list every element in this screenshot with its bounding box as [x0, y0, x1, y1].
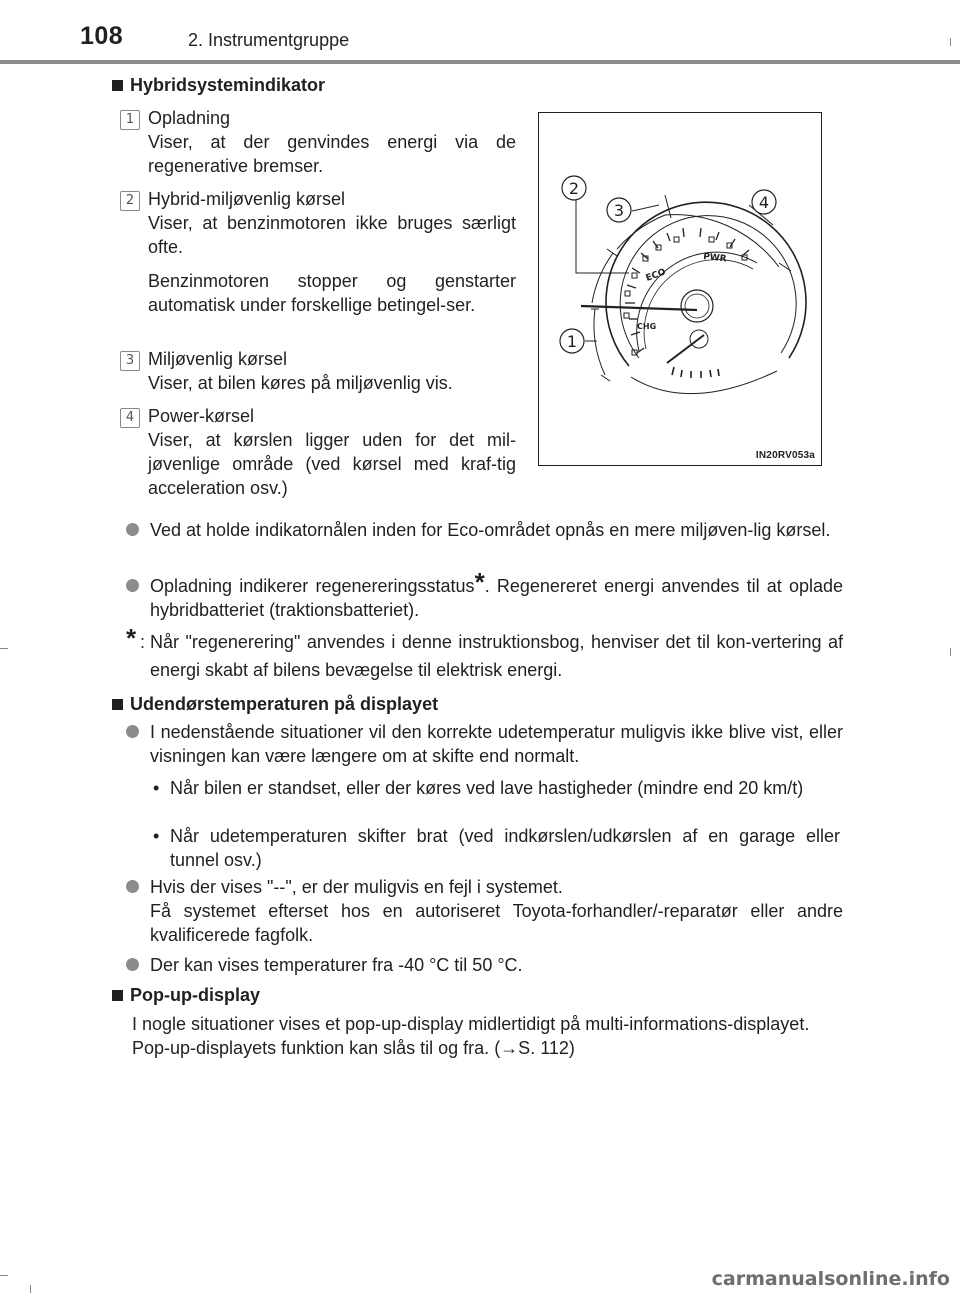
popup-paragraph [132, 1012, 843, 1060]
sub-bullet-icon: • [153, 778, 160, 798]
section-heading-text: Pop-up-display [130, 985, 260, 1005]
chg-label: CHG [637, 322, 657, 331]
item-title: Miljøvenlig kørsel [148, 349, 288, 369]
watermark: carmanualsonline.info [711, 1268, 950, 1290]
crop-mark [950, 38, 951, 46]
item-title: Opladning [148, 108, 231, 128]
gauge-illustration [539, 113, 821, 465]
callout-4: 4 [758, 193, 770, 212]
item-number-badge: 3 [120, 351, 140, 371]
bullet-text-cont: Få systemet efterset hos en autoriseret Toyota-forhandler/-reparatør eller andre kvalificerede fagfolk. [150, 901, 843, 945]
crop-mark [30, 1285, 31, 1293]
crop-mark [0, 648, 8, 649]
item-hybrid-eco-driving [148, 187, 516, 317]
bullet-temp-range [126, 953, 843, 977]
callout-2: 2 [568, 179, 580, 198]
crop-mark [0, 1275, 8, 1276]
footnote-text: Når "regenerering" anvendes i denne instruktionsbog, henviser det til kon-vertering af energi skabt af bilens bevægelse til elektrisk energi. [150, 632, 843, 680]
bullet-dot-icon [126, 579, 139, 592]
crop-mark [950, 648, 951, 656]
item-desc: Viser, at bilen køres på miljøvenlig vis. [148, 373, 453, 393]
sub-item-text: Når bilen er standset, eller der køres ved lave hastigheder (mindre end 20 km/t) [170, 778, 804, 798]
section-heading-popup [112, 985, 260, 1006]
item-number-badge: 1 [120, 110, 140, 130]
callout-1: 1 [566, 332, 578, 351]
bullet-dot-icon [126, 523, 139, 536]
section-heading-text: Udendørstemperaturen på displayet [130, 694, 439, 714]
page-number: 108 [80, 22, 124, 50]
heading-square-icon [112, 699, 123, 710]
footnote-star: * [126, 623, 137, 653]
pwr-label: PWR [702, 252, 728, 265]
bullet-text-cont: . Regenereret energi anvendes til at oplade hybridbatteriet (traktionsbatteriet). [150, 576, 844, 620]
bullet-text: I nedenstående situationer vil den korrekte udetemperatur muligvis ikke blive vist, eller visningen kan være længere om at skifte end normalt. [150, 722, 843, 766]
sub-item-temp-change [150, 824, 840, 872]
bullet-dash-error [126, 875, 843, 947]
item-charging [148, 106, 516, 178]
item-power-driving [148, 404, 516, 500]
footnote [126, 623, 843, 684]
bullet-eco-range [126, 518, 843, 542]
header-rule [0, 60, 960, 64]
bullet-text: Ved at holde indikatornålen inden for Eco-området opnås en mere miljøven-lig kørsel. [150, 520, 831, 540]
sub-bullet-icon: • [153, 826, 160, 846]
item-desc: Viser, at kørslen ligger uden for det mil-jøvenlige område (ved kørsel med kraf-tig acceleration osv.) [148, 430, 516, 498]
item-title: Power-kørsel [148, 406, 255, 426]
chapter-title: 2. Instrumentgruppe [188, 30, 350, 50]
bullet-dot-icon [126, 880, 139, 893]
footnote-colon: : [140, 632, 146, 652]
item-desc: Viser, at der genvindes energi via de regenerative bremser. [148, 132, 516, 176]
item-title: Hybrid-miljøvenlig kørsel [148, 189, 346, 209]
sub-item-text: Når udetemperaturen skifter brat (ved indkørslen/udkørslen af en garage eller tunnel osv.) [170, 826, 840, 870]
item-extra: Benzinmotoren stopper og genstarter automatisk under forskellige betingel-ser. [148, 271, 516, 315]
section-heading-text: Hybridsystemindikator [130, 75, 326, 95]
bullet-charging-status [126, 567, 844, 622]
sub-item-standstill [150, 776, 840, 800]
section-heading-outside-temp [112, 694, 438, 715]
popup-link-text: Pop-up-displayets funktion kan slås til og fra. (→S. 112) [132, 1038, 575, 1058]
heading-square-icon [112, 990, 123, 1001]
item-desc: Viser, at benzinmotoren ikke bruges særligt ofte. [148, 213, 516, 257]
bullet-text: Hvis der vises "--", er der muligvis en fejl i systemet. [150, 877, 563, 897]
bullet-dot-icon [126, 958, 139, 971]
bullet-dot-icon [126, 725, 139, 738]
footnote-marker: * [474, 567, 485, 597]
bullet-text: Der kan vises temperaturer fra -40 °C til 50 °C. [150, 955, 523, 975]
item-number-badge: 2 [120, 191, 140, 211]
item-number-badge: 4 [120, 408, 140, 428]
heading-square-icon [112, 80, 123, 91]
popup-text: I nogle situationer vises et pop-up-display midlertidigt på multi-informations-displayet. [132, 1014, 810, 1034]
item-eco-driving [148, 347, 516, 395]
hybrid-indicator-figure [538, 112, 822, 466]
bullet-text: Opladning indikerer regenereringsstatus [150, 576, 475, 596]
figure-code: IN20RV053a [755, 450, 815, 461]
bullet-temp-situations [126, 720, 843, 768]
callout-3: 3 [613, 201, 625, 220]
eco-label: ECO [644, 267, 668, 284]
section-heading-hybrid-indicator [112, 75, 325, 96]
